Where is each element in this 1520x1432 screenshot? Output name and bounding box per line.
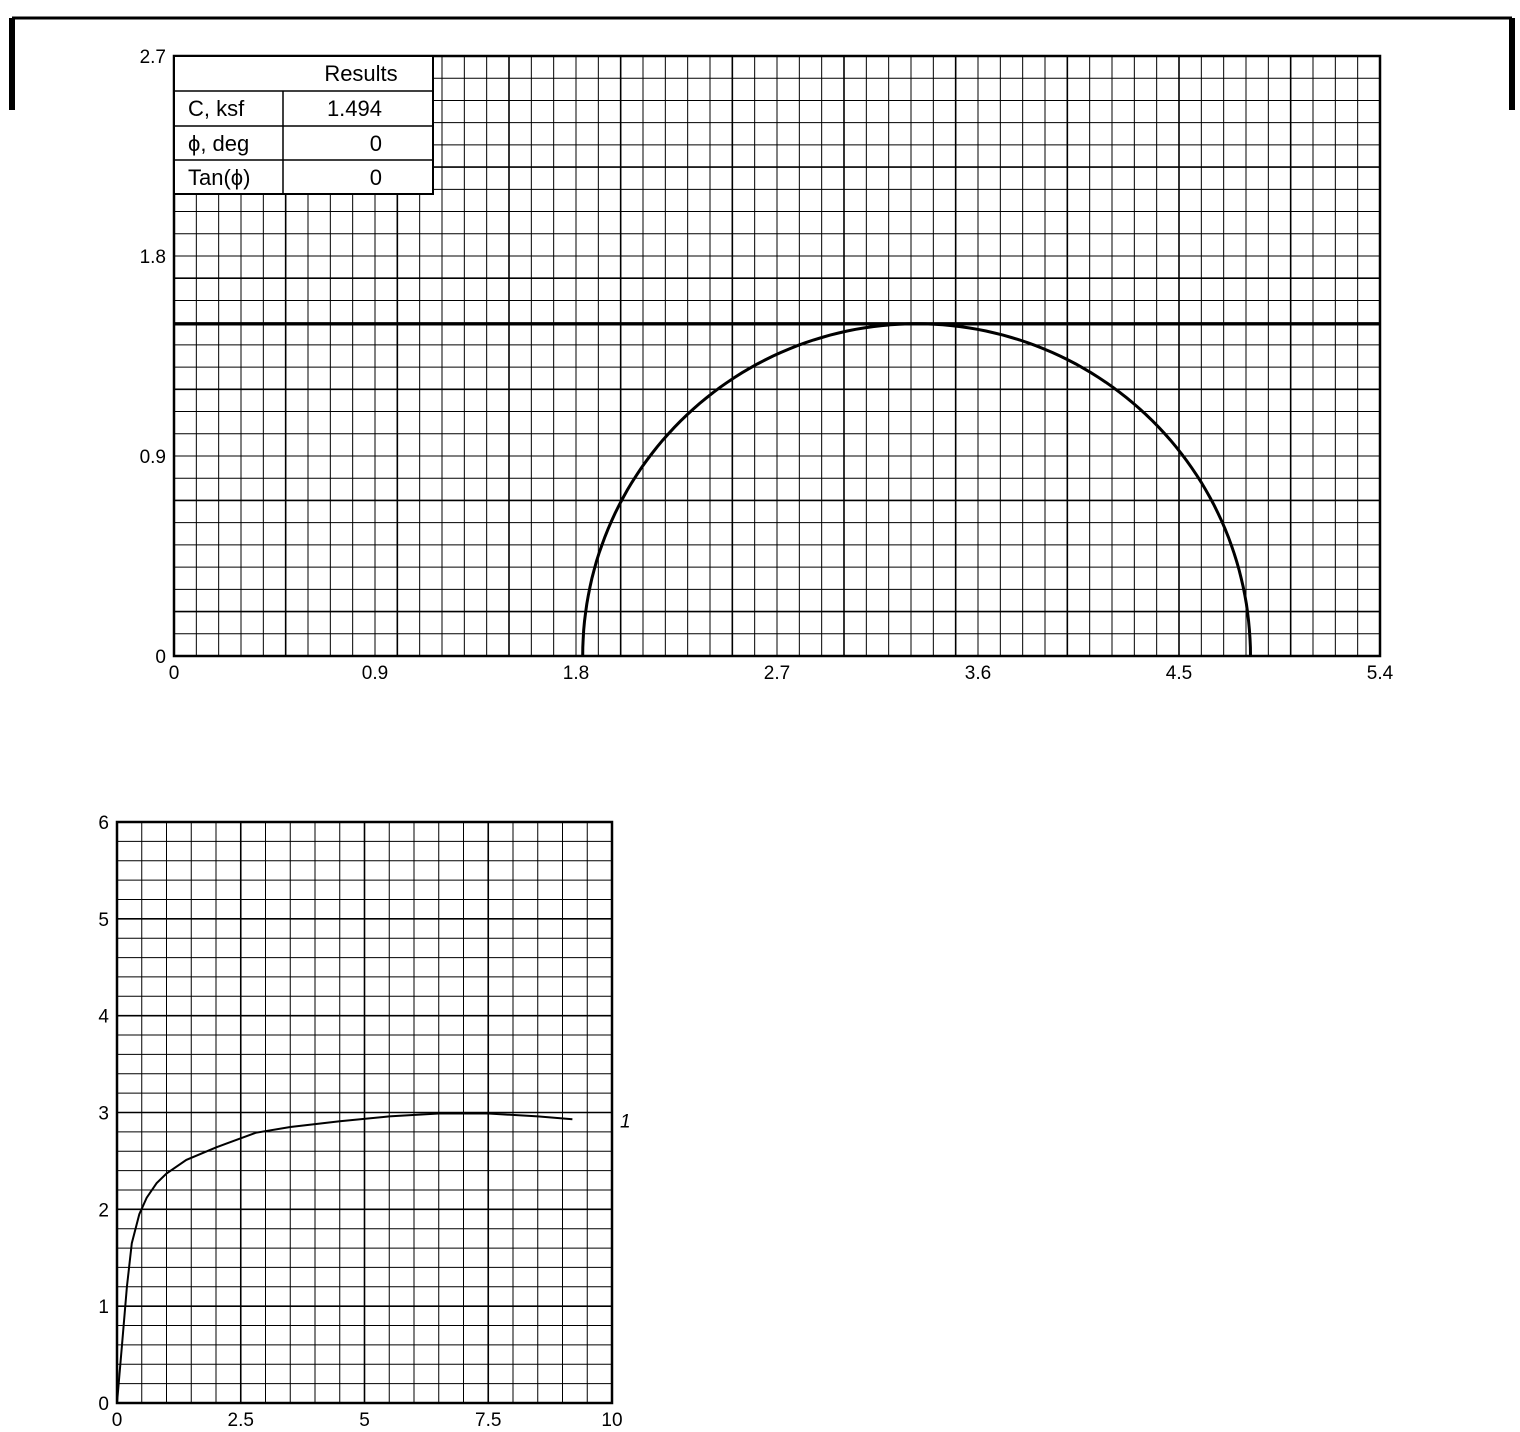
stress-strain-chart (98, 813, 630, 1431)
y-tick-label: 1 (98, 1297, 109, 1319)
results-label-tanphi: Tan(ϕ) (188, 165, 251, 190)
results-value-phi: 0 (369, 131, 382, 156)
stress-strain-x-tick-labels (112, 1410, 623, 1431)
x-tick-label: 1.8 (562, 663, 590, 684)
y-tick-label: 2.7 (139, 47, 166, 68)
y-tick-label: 0 (155, 647, 166, 668)
stress-strain-y-tick-labels (98, 813, 109, 1415)
y-tick-label: 5 (98, 909, 109, 931)
x-tick-label: 0.9 (361, 663, 389, 684)
x-tick-label: 5 (359, 1410, 370, 1431)
y-tick-label: 0 (98, 1394, 109, 1415)
y-tick-label: 4 (98, 1006, 109, 1028)
results-label-phi: ϕ, deg (188, 131, 250, 156)
mohr-circle (583, 324, 1251, 656)
x-tick-label: 4.5 (1165, 663, 1193, 684)
series-label: 1 (620, 1111, 631, 1133)
mohr-circles (583, 324, 1251, 656)
mohr-x-tick-labels (169, 663, 1394, 684)
results-header: Results (324, 61, 398, 86)
x-tick-label: 10 (601, 1410, 623, 1431)
stress-strain-series (117, 1111, 631, 1403)
x-tick-label: 3.6 (964, 663, 992, 684)
y-tick-label: 2 (98, 1200, 109, 1222)
results-value-c: 1.494 (326, 96, 382, 121)
x-tick-label: 0 (168, 663, 180, 684)
stress-strain-grid (117, 822, 612, 1403)
mohr-circle-chart (140, 47, 1394, 684)
x-tick-label: 2.5 (227, 1410, 254, 1431)
y-tick-label: 6 (98, 813, 109, 834)
x-tick-label: 0 (111, 1410, 123, 1431)
y-tick-label: 3 (98, 1103, 109, 1125)
results-label-c: C, ksf (188, 96, 245, 121)
x-tick-label: 7.5 (475, 1410, 502, 1431)
results-value-tanphi: 0 (369, 165, 382, 190)
results-table (174, 56, 433, 194)
mohr-y-tick-labels (140, 47, 166, 668)
x-tick-label: 5.4 (1366, 663, 1394, 684)
series-line-1 (117, 1114, 572, 1404)
x-tick-label: 2.7 (763, 663, 791, 684)
y-tick-label: 1.8 (139, 247, 166, 268)
y-tick-label: 0.9 (139, 447, 166, 468)
